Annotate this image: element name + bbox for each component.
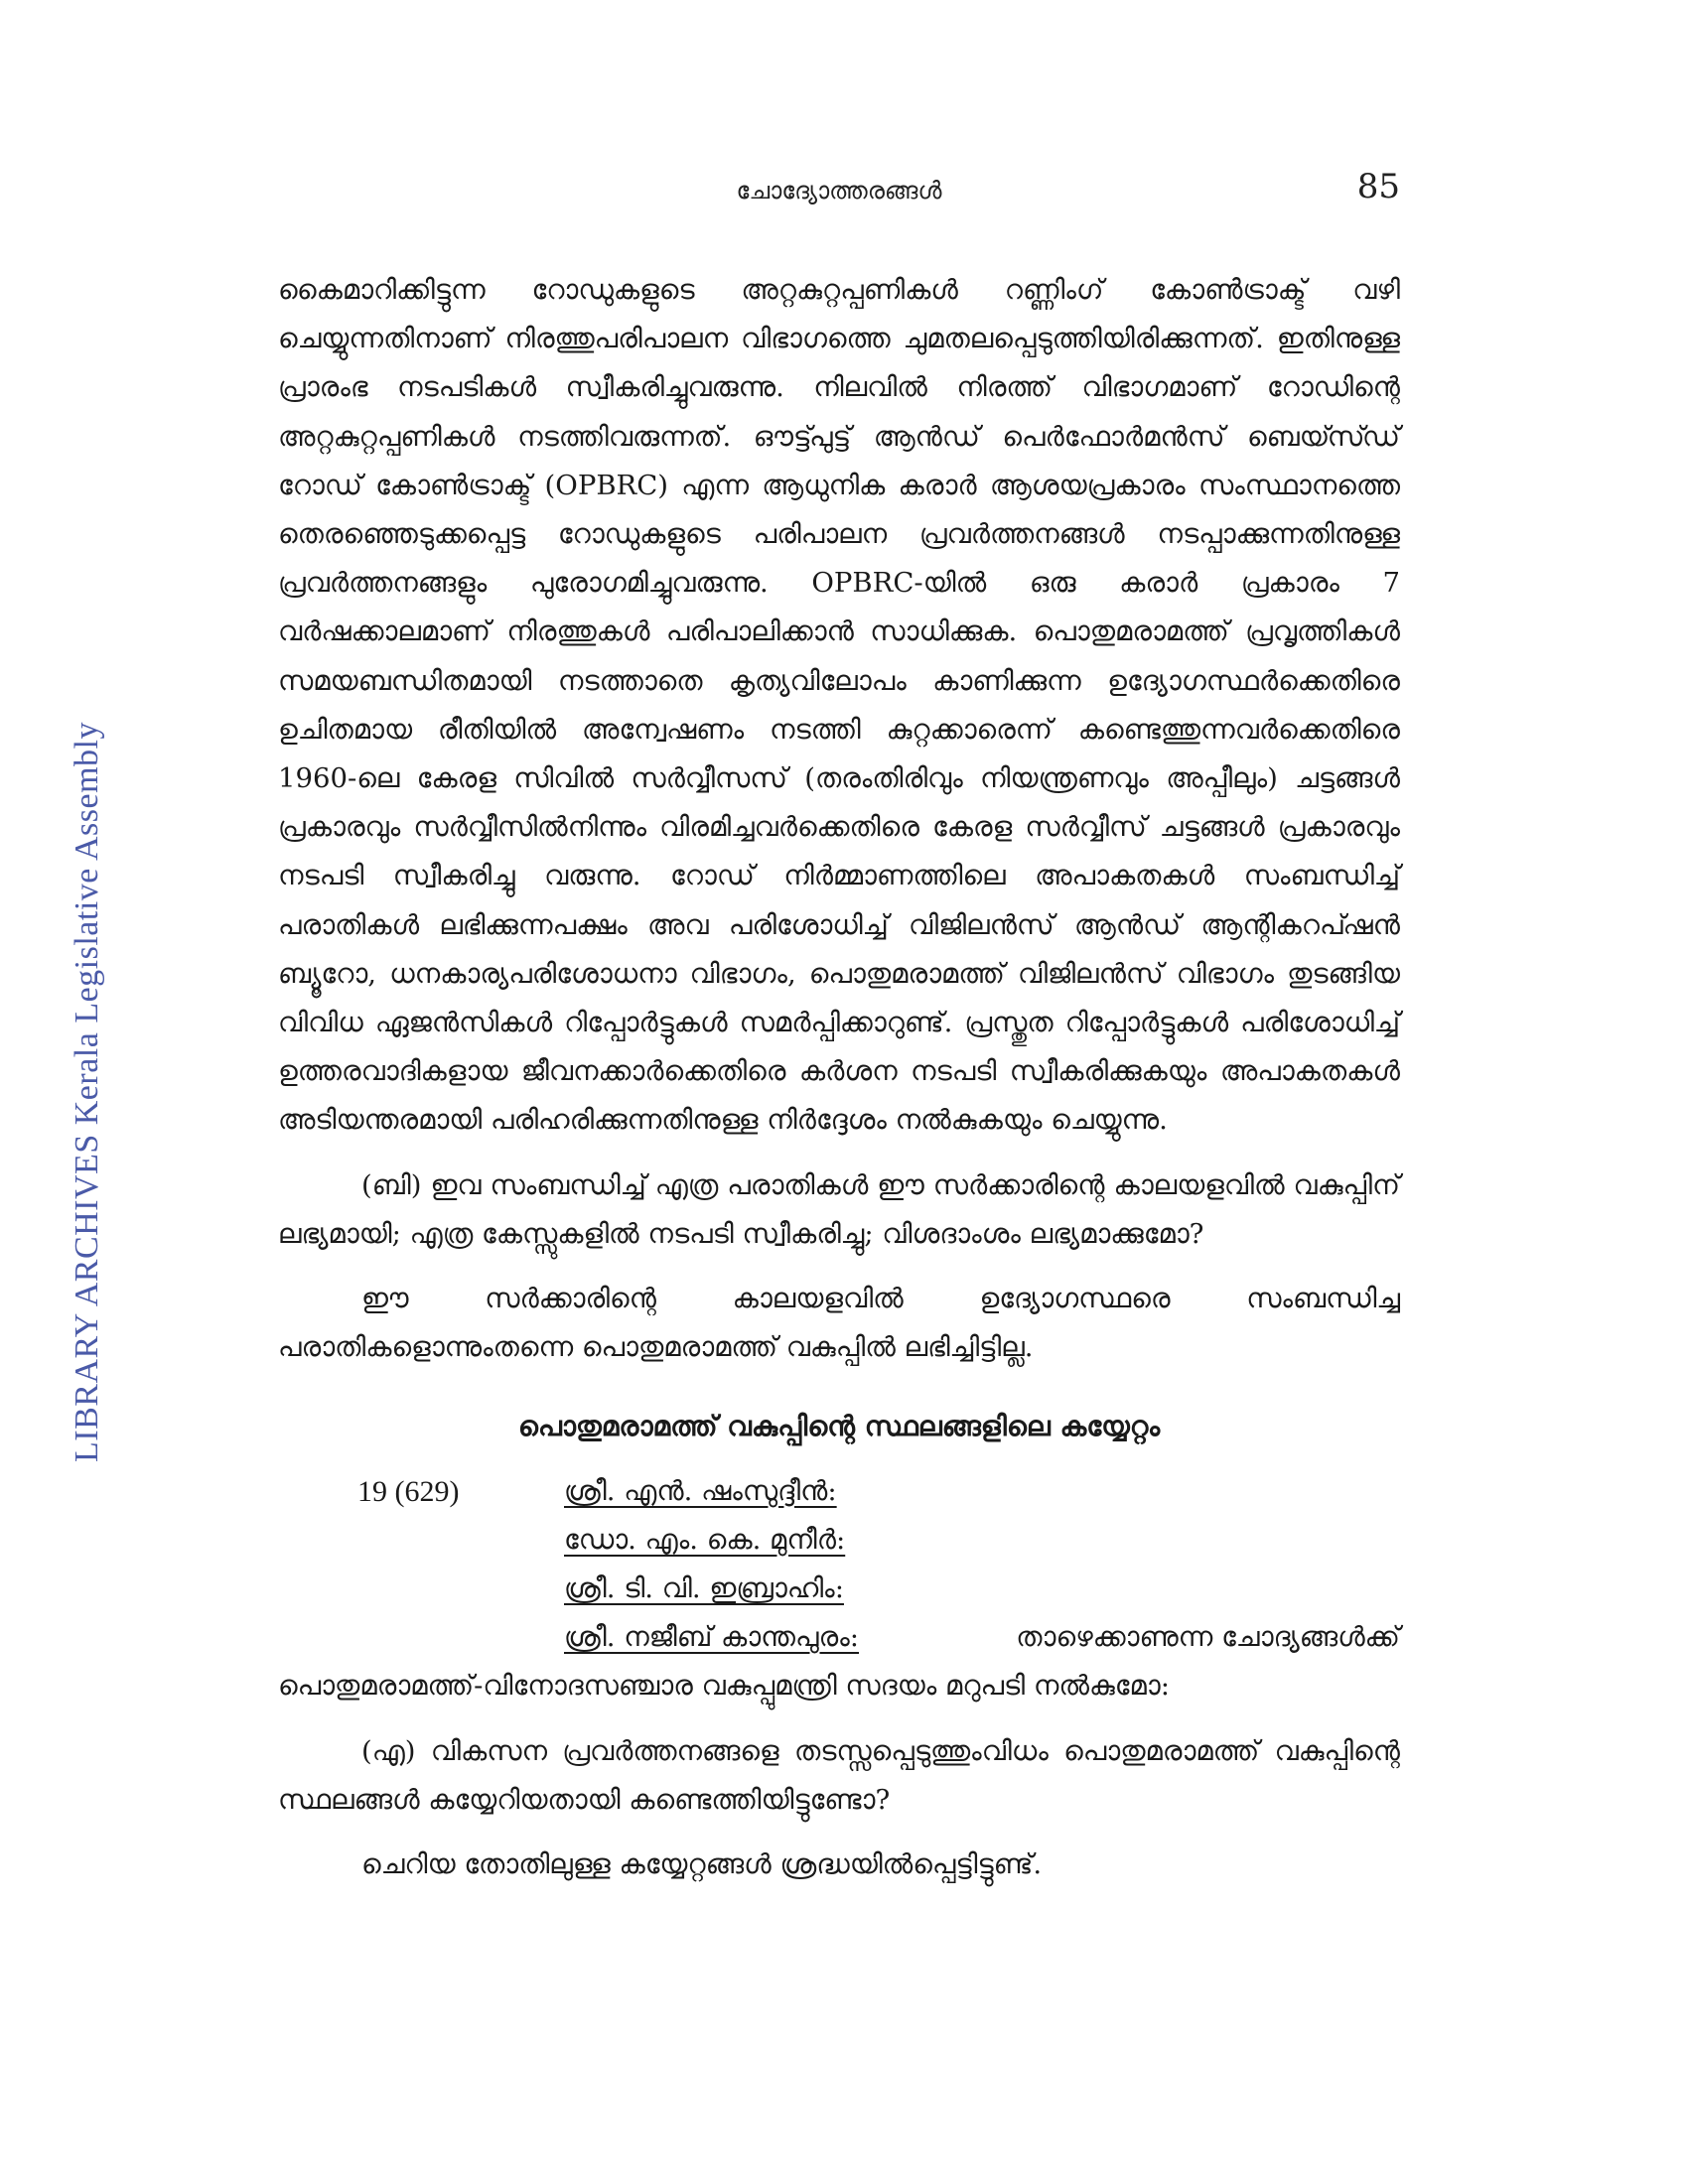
page-header: [278, 167, 1400, 216]
answer-b: ഈ സർക്കാരിന്റെ കാലയളവിൽ ഉദ്യോഗസ്ഥരെ സംബന്ധിച്ച പരാതികളൊന്നുംതന്നെ പൊതുമരാമത്ത് വകുപ്പിൽ ലഭിച്ചിട്ടില്ല.: [278, 1283, 1400, 1364]
member-name: ശ്രീ. എൻ. ഷംസുദ്ദീൻ:: [564, 1474, 837, 1507]
question-b: (ബി) ഇവ സംബന്ധിച്ച് എത്ര പരാതികൾ ഈ സർക്കാരിന്റെ കാലയളവിൽ വകുപ്പിന് ലഭ്യമായി; എത്ര കേസ്സുകളിൽ നടപടി സ്വീകരിച്ചു; വിശദാംശം ലഭ്യമാക്കുമോ?: [278, 1168, 1400, 1250]
answer-paragraph: കൈമാറിക്കിട്ടുന്ന റോഡുകളുടെ അറ്റകുറ്റപ്പണികൾ റണ്ണിംഗ് കോൺട്രാക്ട് വഴി ചെയ്യുന്നതിനാണ് നിരത്തുപരിപാലന വിഭാഗത്തെ ചുമതലപ്പെടുത്തിയിരിക്കുന്നത്. ഇതിനുള്ള പ്രാരംഭ നടപടികൾ സ്വീകരിച്ചുവരുന്നു. നിലവിൽ നിരത്ത് വിഭാഗമാണ് റോഡിന്റെ അറ്റകുറ്റപ്പണികൾ നടത്തിവരുന്നത്. ഔട്ട്പുട്ട് ആൻഡ് പെർഫോർമൻസ് ബെയ്സ്ഡ് റോഡ് കോൺട്രാക്ട് (OPBRC) എന്ന ആധുനിക കരാർ ആശയപ്രകാരം സംസ്ഥാനത്തെ തെരഞ്ഞെടുക്കപ്പെട്ട റോഡുകളുടെ പരിപാലന പ്രവർത്തനങ്ങൾ നടപ്പാക്കുന്നതിനുള്ള പ്രവർത്തനങ്ങളും പുരോഗമിച്ചുവരുന്നു. OPBRC-യിൽ ഒരു കരാർ പ്രകാരം 7 വർഷക്കാലമാണ് നിരത്തുകൾ പരിപാലിക്കാൻ സാധിക്കുക. പൊതുമരാമത്ത് പ്രവൃത്തികൾ സമയബന്ധിതമായി നടത്താതെ കൃത്യവിലോപം കാണിക്കുന്ന ഉദ്യോഗസ്ഥർക്കെതിരെ ഉചിതമായ രീതിയിൽ അന്വേഷണം നടത്തി കുറ്റക്കാരെന്ന് കണ്ടെത്തുന്നവർക്കെതിരെ 1960-ലെ കേരള സിവിൽ സർവ്വീസസ് (തരംതിരിവും നിയന്ത്രണവും അപ്പീലും) ചട്ടങ്ങൾ പ്രകാരവും സർവ്വീസിൽനിന്നും വിരമിച്ചവർക്കെതിരെ കേരള സർവ്വീസ് ചട്ടങ്ങൾ പ്രകാരവും നടപടി സ്വീകരിച്ചു വരുന്നു. റോഡ് നിർമ്മാണത്തിലെ അപാകതകൾ സംബന്ധിച്ച് പരാതികൾ ലഭിക്കുന്നപക്ഷം അവ പരിശോധിച്ച് വിജിലൻസ് ആൻഡ് ആന്റികറപ്ഷൻ ബ്യൂറോ, ധനകാര്യപരിശോധനാ വിഭാഗം, പൊതുമരാമത്ത് വിജിലൻസ് വിഭാഗം തുടങ്ങിയ വിവിധ ഏജൻസികൾ റിപ്പോർട്ടുകൾ സമർപ്പിക്കാറുണ്ട്. പ്രസ്തുത റിപ്പോർട്ടുകൾ പരിശോധിച്ച് ഉത്തരവാദികളായ ജീവനക്കാർക്കെതിരെ കർശന നടപടി സ്വീകരിക്കുകയും അപാകതകൾ അടിയന്തരമായി പരിഹരിക്കുന്നതിനുള്ള നിർദ്ദേശം നൽകുകയും ചെയ്യുന്നു.: [278, 274, 1400, 1137]
question-number: 19 (629): [357, 1474, 460, 1508]
question-lead-start: താഴെക്കാണുന്ന ചോദ്യങ്ങൾക്ക്: [1016, 1621, 1400, 1654]
page-number: 85: [1356, 167, 1400, 206]
member-name: ശ്രീ. ടി. വി. ഇബ്രാഹിം:: [564, 1572, 844, 1605]
question-block: [278, 1467, 1400, 1711]
archive-watermark: LIBRARY ARCHIVES Kerala Legislative Assembly: [69, 721, 105, 1463]
answer-a: ചെറിയ തോതിലുള്ള കയ്യേറ്റങ്ങൾ ശ്രദ്ധയിൽപ്പെട്ടിട്ടുണ്ട്.: [361, 1848, 1043, 1881]
member-list: [564, 1467, 1400, 1614]
member-name: ശ്രീ. നജീബ് കാന്തപുരം:: [564, 1621, 859, 1654]
running-title: ചോദ്യോത്തരങ്ങൾ: [736, 177, 942, 205]
section-heading: പൊതുമരാമത്ത് വകുപ്പിന്റെ സ്ഥലങ്ങളിലെ കയ്യേറ്റം: [517, 1410, 1161, 1443]
document-body: [278, 266, 1400, 1889]
question-lead: പൊതുമരാമത്ത്-വിനോദസഞ്ചാര വകുപ്പുമന്ത്രി സദയം മറുപടി നൽകുമോ:: [278, 1670, 1170, 1703]
question-a: (എ) വികസന പ്രവർത്തനങ്ങളെ തടസ്സപ്പെടുത്തുംവിധം പൊതുമരാമത്ത് വകുപ്പിന്റെ സ്ഥലങ്ങൾ കയ്യേറിയതായി കണ്ടെത്തിയിട്ടുണ്ടോ?: [278, 1734, 1400, 1816]
member-last-line: [564, 1613, 1400, 1662]
member-name: ഡോ. എം. കെ. മുനീർ:: [564, 1523, 846, 1556]
